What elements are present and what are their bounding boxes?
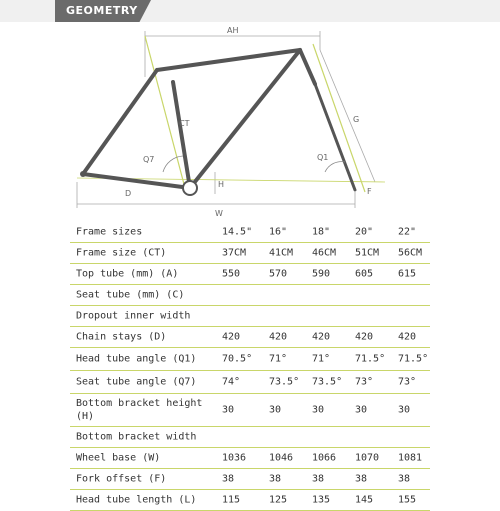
row-value: 1081 bbox=[398, 452, 423, 464]
row-value: 14.5" bbox=[222, 226, 253, 238]
table-row bbox=[70, 306, 430, 327]
row-value: 73° bbox=[355, 376, 374, 388]
row-label: Frame size (CT) bbox=[76, 247, 167, 259]
row-value: 51CM bbox=[355, 247, 380, 259]
row-value: 38 bbox=[312, 473, 325, 485]
top-tube bbox=[157, 50, 300, 70]
table-row bbox=[70, 469, 430, 490]
row-value: 71.5° bbox=[398, 353, 429, 365]
row-value: 605 bbox=[355, 268, 374, 280]
q1-arc bbox=[325, 162, 345, 172]
row-label: Head tube length (L) bbox=[76, 494, 197, 506]
row-value: 71° bbox=[269, 353, 288, 365]
row-value: 38 bbox=[355, 473, 368, 485]
row-label: Seat tube angle (Q7) bbox=[76, 376, 197, 388]
bike-frame bbox=[83, 50, 355, 190]
label-ct: CT bbox=[179, 119, 190, 128]
table-row bbox=[70, 371, 430, 394]
row-value: 38 bbox=[398, 473, 411, 485]
row-value: 420 bbox=[269, 331, 288, 343]
table-row bbox=[70, 348, 430, 371]
chain-stay bbox=[83, 174, 190, 188]
rear-dropout bbox=[80, 171, 86, 177]
table-row bbox=[70, 285, 430, 306]
table-row bbox=[70, 427, 430, 448]
row-value: 70.5° bbox=[222, 353, 253, 365]
row-value: 1070 bbox=[355, 452, 380, 464]
head-tube bbox=[300, 50, 315, 84]
row-value: 22" bbox=[398, 226, 417, 238]
row-label: Bottom bracket height (H) bbox=[76, 398, 203, 422]
row-value: 73° bbox=[398, 376, 417, 388]
row-label: Fork offset (F) bbox=[76, 473, 167, 485]
label-q7: Q7 bbox=[143, 155, 155, 164]
row-value: 46CM bbox=[312, 247, 337, 259]
geometry-table bbox=[70, 222, 430, 511]
table-row bbox=[70, 490, 430, 511]
row-value: 420 bbox=[312, 331, 331, 343]
row-value: 570 bbox=[269, 268, 288, 280]
row-value: 590 bbox=[312, 268, 331, 280]
row-value: 155 bbox=[398, 494, 417, 506]
row-label: Seat tube (mm) (C) bbox=[76, 289, 185, 301]
label-h: H bbox=[218, 180, 225, 189]
row-value: 145 bbox=[355, 494, 374, 506]
section-header bbox=[0, 0, 500, 22]
row-value: 73.5° bbox=[269, 376, 300, 388]
row-value: 38 bbox=[222, 473, 235, 485]
label-ah: AH bbox=[227, 26, 239, 35]
row-label: Chain stays (D) bbox=[76, 331, 167, 343]
row-value: 30 bbox=[355, 404, 368, 416]
row-value: 135 bbox=[312, 494, 331, 506]
row-label: Wheel base (W) bbox=[76, 452, 161, 464]
row-value: 20" bbox=[355, 226, 374, 238]
table-row bbox=[70, 243, 430, 264]
row-label: Top tube (mm) (A) bbox=[76, 268, 179, 280]
label-w: W bbox=[215, 209, 223, 218]
down-tube bbox=[190, 50, 300, 188]
row-value: 420 bbox=[398, 331, 417, 343]
label-q1: Q1 bbox=[317, 153, 329, 162]
bottom-bracket bbox=[183, 181, 197, 195]
row-value: 30 bbox=[312, 404, 325, 416]
row-label: Dropout inner width bbox=[76, 310, 191, 322]
row-value: 115 bbox=[222, 494, 241, 506]
seat-tube bbox=[173, 82, 190, 188]
table-row bbox=[70, 264, 430, 285]
row-label: Frame sizes bbox=[76, 226, 143, 238]
row-value: 30 bbox=[398, 404, 411, 416]
row-value: 1036 bbox=[222, 452, 247, 464]
row-value: 1066 bbox=[312, 452, 337, 464]
row-value: 73.5° bbox=[312, 376, 343, 388]
row-value: 71° bbox=[312, 353, 331, 365]
section-title: GEOMETRY bbox=[66, 4, 138, 17]
row-value: 30 bbox=[269, 404, 282, 416]
label-d: D bbox=[125, 189, 132, 198]
row-value: 71.5° bbox=[355, 353, 386, 365]
row-value: 16" bbox=[269, 226, 288, 238]
row-value: 74° bbox=[222, 376, 241, 388]
row-label: Head tube angle (Q1) bbox=[76, 353, 197, 365]
row-value: 420 bbox=[355, 331, 374, 343]
row-value: 615 bbox=[398, 268, 417, 280]
row-value: 125 bbox=[269, 494, 288, 506]
row-value: 37CM bbox=[222, 247, 247, 259]
row-value: 18" bbox=[312, 226, 331, 238]
row-value: 56CM bbox=[398, 247, 423, 259]
row-value: 1046 bbox=[269, 452, 294, 464]
row-value: 550 bbox=[222, 268, 241, 280]
table-row bbox=[70, 394, 430, 427]
table-row bbox=[70, 222, 430, 243]
geometry-diagram bbox=[55, 22, 445, 220]
label-g: G bbox=[353, 115, 360, 124]
row-value: 41CM bbox=[269, 247, 294, 259]
table-row bbox=[70, 448, 430, 469]
row-label: Bottom bracket width bbox=[76, 431, 197, 443]
row-value: 30 bbox=[222, 404, 235, 416]
table-row bbox=[70, 327, 430, 348]
fork bbox=[315, 84, 355, 190]
label-f: F bbox=[367, 187, 372, 196]
row-value: 38 bbox=[269, 473, 282, 485]
row-value: 420 bbox=[222, 331, 241, 343]
